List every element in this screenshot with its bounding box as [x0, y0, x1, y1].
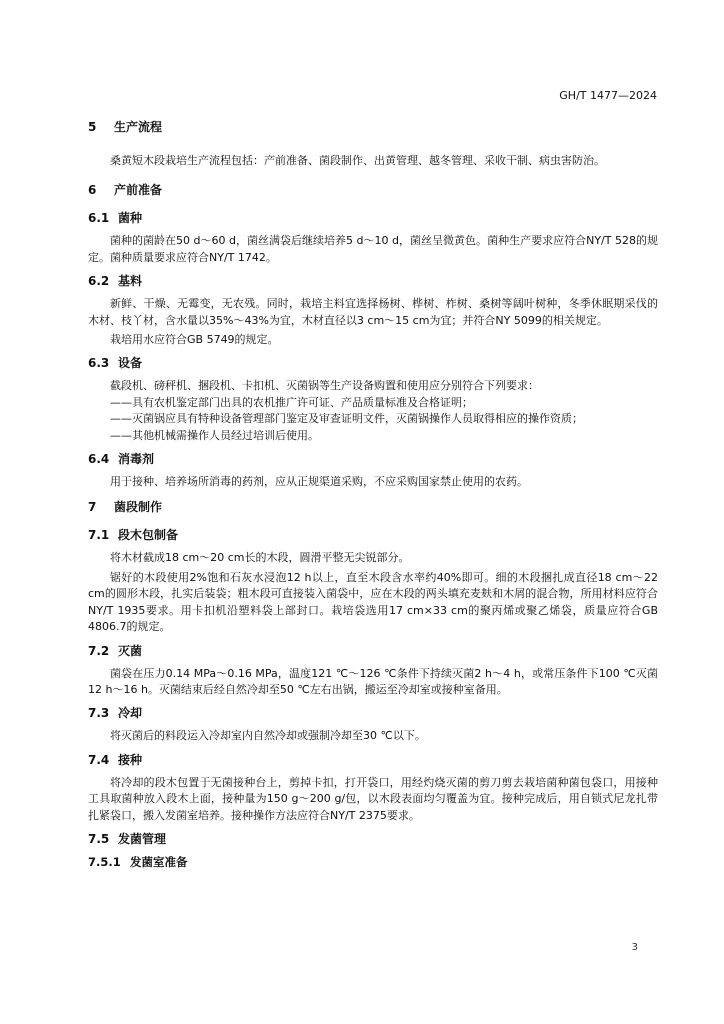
- section-5-paragraph: 桑黄短木段栽培生产流程包括：产前准备、菌段制作、出黄管理、越冬管理、采收干制、病虫害防治。: [110, 154, 605, 167]
- section-7-3-heading: 7.3 冷却: [88, 706, 143, 721]
- section-7-1-heading: 7.1 段木包制备: [88, 528, 179, 543]
- section-6-3-list-item-2: ——灭菌锅应具有特种设备管理部门鉴定及审查证明文件，灭菌锅操作人员取得相应的操作资质；: [110, 412, 583, 426]
- section-6-3-list-item-3: ——其他机械需操作人员经过培训后使用。: [110, 428, 319, 442]
- section-7-heading: 7 菌段制作: [88, 500, 163, 515]
- section-7-3-paragraph: 将灭菌后的料段运入冷却室内自然冷却或强制冷却至30 ℃以下。: [110, 729, 426, 743]
- document-body: [88, 119, 658, 870]
- section-6-3-list-item-1: ——具有农机鉴定部门出具的农机推广许可证、产品质量标准及合格证明；: [110, 395, 473, 409]
- section-7-1-paragraph-2: 锯好的木段使用2%饱和石灰水浸泡12 h以上，直至木段含水率约40%即可。细的木段捆扎成直径18 cm～22 cm的圆形木段，扎实后装袋；粗木段可直接装入菌袋中，应在木段的两头填充麦麸和木屑的混合物，所用材料应符合NY/T 1935要求。用卡扣机沿塑料袋上部封口。栽培袋选用17 cm×33 cm的聚丙烯或聚乙烯袋，质量应符合GB 4806.7的规定。: [88, 570, 658, 634]
- section-7-4-paragraph: 将冷却的段木包置于无菌接种台上，剪掉卡扣，打开袋口，用经灼烧灭菌的剪刀剪去栽培菌种菌包袋口，用接种工具取菌种放入段木上面，接种量为150 g～200 g/包，以木段表面均匀覆盖为宜。接种完成后，用自锁式尼龙扎带扎紧袋口，搬入发菌室培养。接种操作方法应符合NY/T 2375要求。: [88, 775, 658, 822]
- standard-code: GH/T 1477—2024: [559, 89, 657, 102]
- section-6-2-paragraph-2: 栽培用水应符合GB 5749的规定。: [110, 333, 279, 347]
- section-6-1-paragraph: 菌种的菌龄在50 d～60 d，菌丝满袋后继续培养5 d～10 d，菌丝呈微黄色。菌种生产要求应符合NY/T 528的规定。菌种质量要求应符合NY/T 1742。: [88, 234, 658, 264]
- page-number: 3: [631, 942, 638, 953]
- section-6-4-paragraph: 用于接种、培养场所消毒的药剂，应从正规渠道采购，不应采购国家禁止使用的农药。: [110, 475, 528, 489]
- section-7-2-paragraph: 菌袋在压力0.14 MPa～0.16 MPa，温度121 ℃～126 ℃条件下持续灭菌2 h～4 h，或常压条件下100 ℃灭菌12 h～16 h。灭菌结束后经自然冷却至50 ℃左右出锅，搬运至冷却室或接种室备用。: [88, 666, 658, 696]
- section-5-heading: 5 生产流程: [88, 120, 163, 134]
- section-6-3-heading: 6.3 设备: [88, 356, 143, 371]
- section-6-2-heading: 6.2 基料: [88, 274, 143, 289]
- section-6-4-heading: 6.4 消毒剂: [88, 452, 155, 467]
- section-7-5-heading: 7.5 发菌管理: [88, 831, 167, 846]
- section-6-3-paragraph: 截段机、磅秤机、捆段机、卡扣机、灭菌锅等生产设备购置和使用应分别符合下列要求：: [110, 379, 539, 393]
- section-7-2-heading: 7.2 灭菌: [88, 643, 143, 658]
- section-7-1-paragraph-1: 将木材截成18 cm～20 cm长的木段，圆滑平整无尖锐部分。: [110, 551, 410, 565]
- section-7-5-1-heading: 7.5.1 发菌室准备: [88, 854, 188, 869]
- section-7-4-heading: 7.4 接种: [88, 752, 143, 767]
- section-6-heading: 6 产前准备: [88, 183, 163, 198]
- section-6-2-paragraph-1: 新鲜、干燥、无霉变，无农残。同时，栽培主料宜选择杨树、桦树、柞树、桑树等阔叶树种，冬季休眠期采伐的木材、枝丫材，含水量以35%～43%为宜，木材直径以3 cm～15 cm为宜；并符合NY 5099的相关规定。: [88, 297, 658, 327]
- section-6-1-heading: 6.1 菌种: [88, 211, 143, 226]
